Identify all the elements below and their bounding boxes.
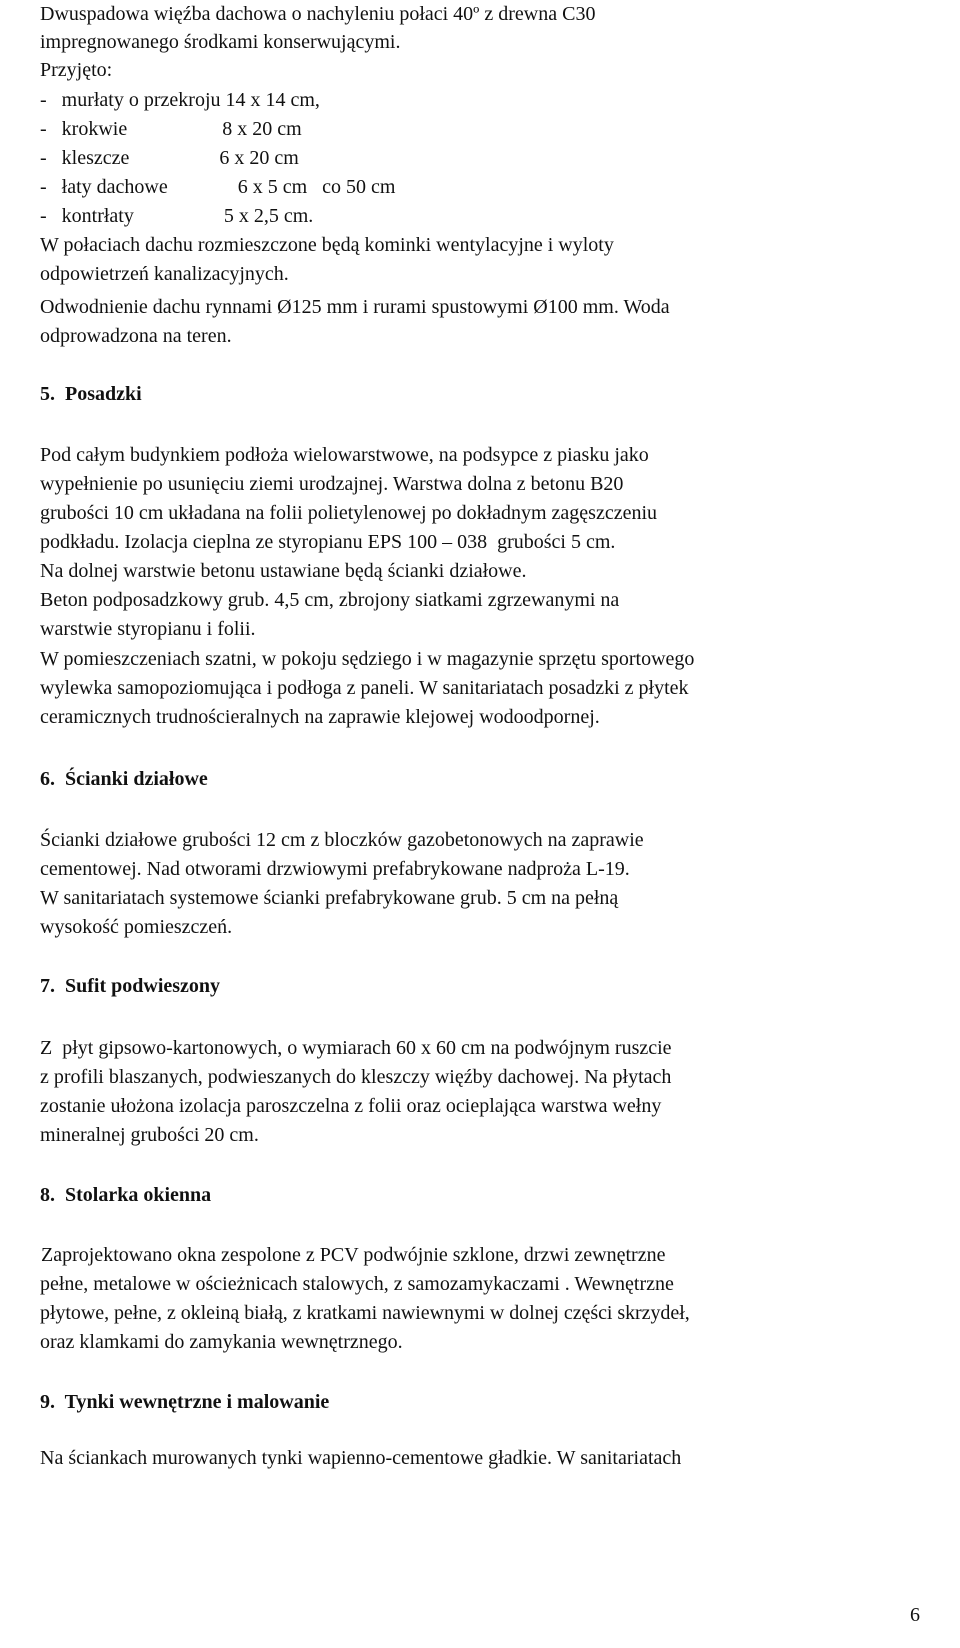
text-line: wysokość pomieszczeń. (40, 916, 233, 938)
section-heading: 8. Stolarka okienna (40, 1184, 212, 1206)
text-line: warstwie styropianu i folii. (40, 618, 256, 640)
text-line: Z płyt gipsowo-kartonowych, o wymiarach 60 x 60 cm na podwójnym ruszcie (40, 1037, 672, 1059)
text-line: Zaprojektowano okna zespolone z PCV podwójnie szklone, drzwi zewnętrzne (36, 1244, 666, 1266)
text-line: W połaciach dachu rozmieszczone będą kominki wentylacyjne i wyloty (40, 234, 614, 256)
section-heading: 9. Tynki wewnętrzne i malowanie (40, 1391, 330, 1413)
section-heading: 5. Posadzki (40, 383, 142, 405)
text-line: Na ściankach murowanych tynki wapienno-cementowe gładkie. W sanitariatach (40, 1447, 682, 1469)
text-line: oraz klamkami do zamykania wewnętrznego. (40, 1331, 403, 1353)
text-line: pełne, metalowe w ościeżnicach stalowych, z samozamykaczami . Wewnętrzne (40, 1273, 674, 1295)
text-line: Dwuspadowa więźba dachowa o nachyleniu połaci 40º z drewna C30 (40, 3, 596, 25)
text-line: podkładu. Izolacja cieplna ze styropianu EPS 100 – 038 grubości 5 cm. (40, 531, 616, 553)
text-line: płytowe, pełne, z okleiną białą, z kratkami nawiewnymi w dolnej części skrzydeł, (40, 1302, 690, 1324)
text-line: W sanitariatach systemowe ścianki prefabrykowane grub. 5 cm na pełną (40, 887, 619, 909)
section-heading: 7. Sufit podwieszony (40, 975, 221, 997)
text-line: W pomieszczeniach szatni, w pokoju sędziego i w magazynie sprzętu sportowego (40, 648, 695, 670)
list-item: - kleszcze 6 x 20 cm (40, 147, 299, 169)
text-line: odprowadzona na teren. (40, 325, 232, 347)
list-item: - łaty dachowe 6 x 5 cm co 50 cm (40, 176, 396, 198)
text-line: Pod całym budynkiem podłoża wielowarstwowe, na podsypce z piasku jako (40, 444, 649, 466)
text-line: ceramicznych trudnościeralnych na zaprawie klejowej wodoodpornej. (40, 706, 600, 728)
list-item: - kontrłaty 5 x 2,5 cm. (40, 205, 314, 227)
text-line: Odwodnienie dachu rynnami Ø125 mm i rurami spustowymi Ø100 mm. Woda (40, 296, 670, 318)
text-line: Przyjęto: (40, 59, 113, 81)
text-line: Ścianki działowe grubości 12 cm z bloczków gazobetonowych na zaprawie (40, 829, 644, 851)
text-line: wypełnienie po usunięciu ziemi urodzajnej. Warstwa dolna z betonu B20 (40, 473, 624, 495)
section-heading: 6. Ścianki działowe (40, 768, 208, 790)
text-line: odpowietrzeń kanalizacyjnych. (40, 263, 289, 285)
text-line: grubości 10 cm układana na folii polietylenowej po dokładnym zagęszczeniu (40, 502, 658, 524)
page-number: 6 (910, 1604, 920, 1626)
text-line: z profili blaszanych, podwieszanych do kleszczy więźby dachowej. Na płytach (40, 1066, 672, 1088)
text-line: Beton podposadzkowy grub. 4,5 cm, zbrojony siatkami zgrzewanymi na (40, 589, 620, 611)
text-line: Na dolnej warstwie betonu ustawiane będą ścianki działowe. (40, 560, 527, 582)
text-line: impregnowanego środkami konserwującymi. (40, 31, 401, 53)
list-item: - krokwie 8 x 20 cm (40, 118, 302, 140)
text-line: mineralnej grubości 20 cm. (40, 1124, 259, 1146)
text-line: wylewka samopoziomująca i podłoga z paneli. W sanitariatach posadzki z płytek (40, 677, 689, 699)
text-line: cementowej. Nad otworami drzwiowymi prefabrykowane nadproża L-19. (40, 858, 630, 880)
text-line: zostanie ułożona izolacja paroszczelna z folii oraz ocieplająca warstwa wełny (40, 1095, 662, 1117)
list-item: - murłaty o przekroju 14 x 14 cm, (40, 89, 320, 111)
